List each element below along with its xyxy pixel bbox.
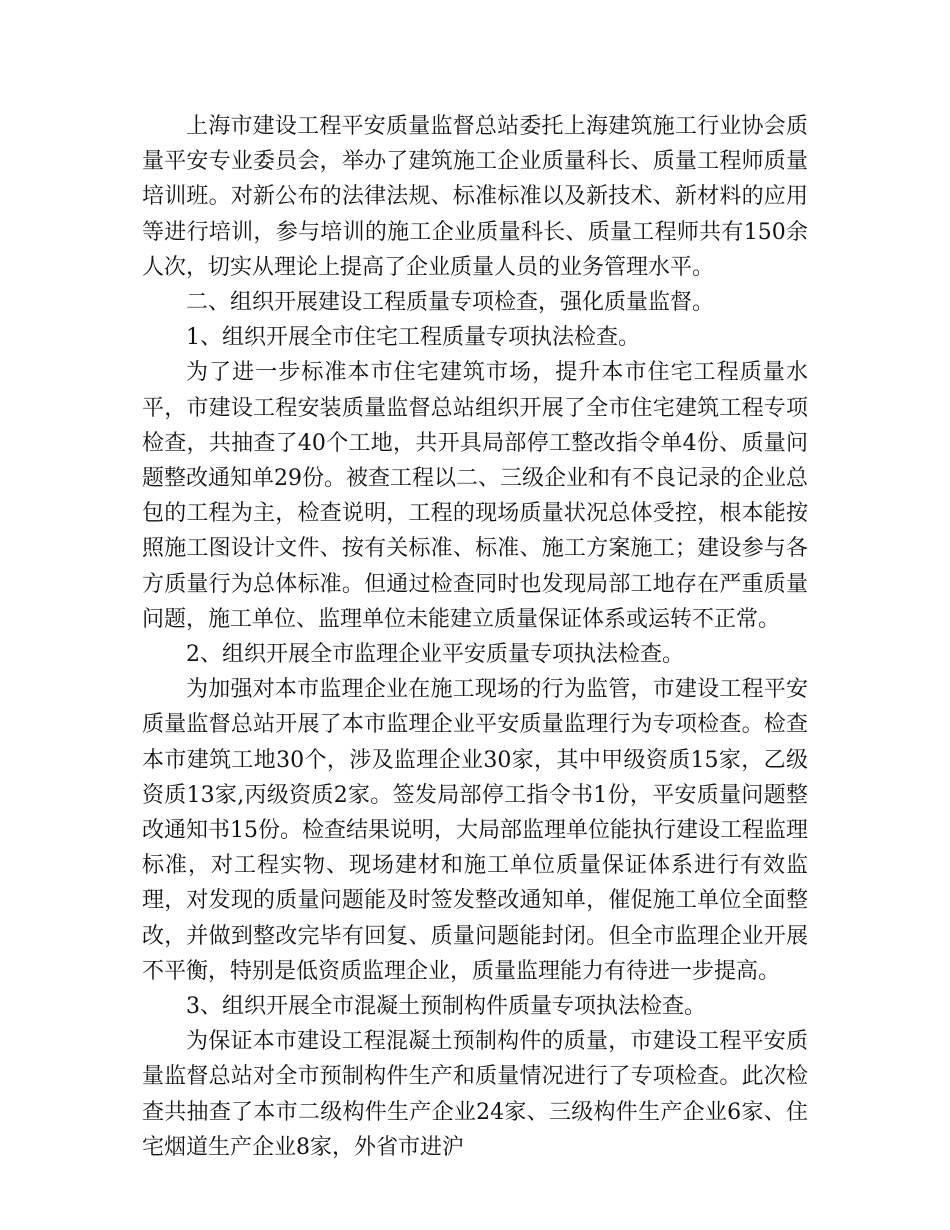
subheading-precast-inspection: 3、组织开展全市混凝土预制构件质量专项执法检查。 — [186, 994, 706, 1020]
paragraph-training: 上海市建设工程平安质量监督总站委托上海建筑施工行业协会质量平安专业委员会，举办了建筑施工企业质量科长、质量工程师质量培训班。对新公布的法律法规、标准标准以及新技术、新材料的应用等进行培训，参与培训的施工企业质量科长、质量工程师共有150余人次，切实从理论上提高了企业质量人员的业务管理水平。 — [142, 114, 808, 280]
section-heading-quality-inspection: 二、组织开展建设工程质量专项检查，强化质量监督。 — [186, 290, 715, 316]
subheading-residential-inspection: 1、组织开展全市住宅工程质量专项执法检查。 — [186, 325, 640, 351]
document-body — [142, 109, 808, 1165]
paragraph-precast-inspection: 为保证本市建设工程混凝土预制构件的质量，市建设工程平安质量监督总站对全市预制构件生产和质量情况进行了专项检查。此次检查共抽查了本市二级构件生产企业24家、三级构件生产企业6家、住宅烟道生产企业8家，外省市进沪 — [142, 1029, 808, 1160]
subheading-supervision-inspection: 2、组织开展全市监理企业平安质量专项执法检查。 — [186, 642, 684, 668]
paragraph-residential-inspection: 为了进一步标准本市住宅建筑市场，提升本市住宅工程质量水平，市建设工程安装质量监督总站组织开展了全市住宅建筑工程专项检查，共抽查了40个工地，共开具局部停工整改指令单4份、质量问题整改通知单29份。被查工程以二、三级企业和有不良记录的企业总包的工程为主，检查说明，工程的现场质量状况总体受控，根本能按照施工图设计文件、按有关标准、标准、施工方案施工；建设参与各方质量行为总体标准。但通过检查同时也发现局部工地存在严重质量问题，施工单位、监理单位未能建立质量保证体系或运转不正常。 — [142, 360, 808, 632]
paragraph-supervision-inspection: 为加强对本市监理企业在施工现场的行为监管，市建设工程平安质量监督总站开展了本市监理企业平安质量监理行为专项检查。检查本市建筑工地30个，涉及监理企业30家，其中甲级资质15家，乙级资质13家,丙级资质2家。签发局部停工指令书1份，平安质量问题整改通知书15份。检查结果说明，大局部监理单位能执行建设工程监理标准，对工程实物、现场建材和施工单位质量保证体系进行有效监理，对发现的质量问题能及时签发整改通知单，催促施工单位全面整改，并做到整改完毕有回复、质量问题能封闭。但全市监理企业开展不平衡，特别是低资质监理企业，质量监理能力有待进一步提高。 — [142, 677, 808, 984]
